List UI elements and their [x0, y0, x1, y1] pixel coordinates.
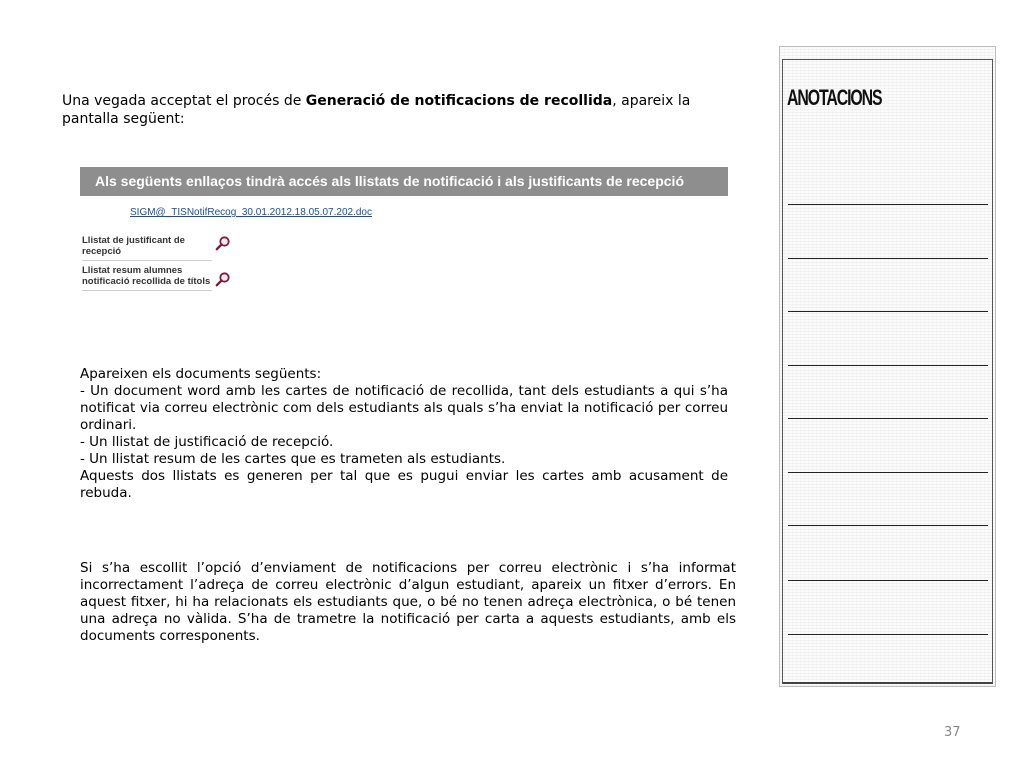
- notification-file-link[interactable]: SIGM@_TISNotifRecog_30.01.2012.18.05.07.202.doc: [130, 207, 372, 218]
- annotations-frame: [782, 59, 993, 684]
- documents-description: [80, 366, 728, 502]
- screenshot-header-bar: Als següents enllaços tindrà accés als llistats de notificació i als justificants de recepció: [80, 167, 728, 196]
- note-line: [788, 525, 988, 526]
- annotations-panel: [779, 46, 996, 687]
- paragraph-line: - Un document word amb les cartes de notificació de recollida, tant dels estudiants a qui s’ha notificat via correu electrònic com dels estudiants als quals s’ha enviat la notificació per correu ordinari.: [80, 383, 728, 433]
- note-line: [788, 311, 988, 312]
- paragraph-line: Apareixen els documents següents:: [80, 366, 322, 382]
- list-item-summary-report: [82, 265, 212, 291]
- list-item-receipt-report: [82, 235, 212, 261]
- note-line: [788, 365, 988, 366]
- note-line: [788, 580, 988, 581]
- note-line: [788, 472, 988, 473]
- intro-text-before: Una vegada acceptat el procés de: [62, 93, 306, 109]
- intro-text: [62, 92, 702, 128]
- errors-description: [80, 560, 736, 645]
- magnifier-icon[interactable]: [215, 271, 231, 287]
- paragraph-line: - Un llistat resum de les cartes que es trameten als estudiants.: [80, 451, 506, 467]
- note-line: [788, 204, 988, 205]
- annotations-title: ANOTACIONS: [787, 85, 882, 110]
- list-item-label: Llistat resum alumnes notificació recollida de títols: [82, 265, 211, 287]
- intro-process-name: Generació de notificacions de recollida: [305, 93, 613, 109]
- note-line: [788, 634, 988, 635]
- list-item-label: Llistat de justificant de recepció: [82, 235, 185, 257]
- paragraph-line: - Un llistat de justificació de recepció.: [80, 434, 334, 450]
- paragraph-text: Si s’ha escollit l’opció d’enviament de notificacions per correu electrònic i s’ha informat incorrectament l’adreça de correu electrònic d’algun estudiant, apareix un fitxer d’errors. En aquest fitxer, hi ha relacionats els estudiants que, o bé no tenen adreça electrònica, o bé tenen una adreça no vàlida. S’ha de trametre la notificació per carta a aquests estudiants, amb els documents corresponents.: [80, 560, 736, 644]
- note-line: [788, 258, 988, 259]
- embedded-screenshot: [80, 167, 730, 312]
- note-line: [788, 418, 988, 419]
- magnifier-icon[interactable]: [215, 235, 231, 251]
- paragraph-line: Aquests dos llistats es generen per tal que es pugui enviar les cartes amb acusament de rebuda.: [80, 468, 728, 501]
- intro-text-after: , apareix la pantalla següent:: [62, 93, 691, 127]
- page-number: 37: [944, 725, 961, 740]
